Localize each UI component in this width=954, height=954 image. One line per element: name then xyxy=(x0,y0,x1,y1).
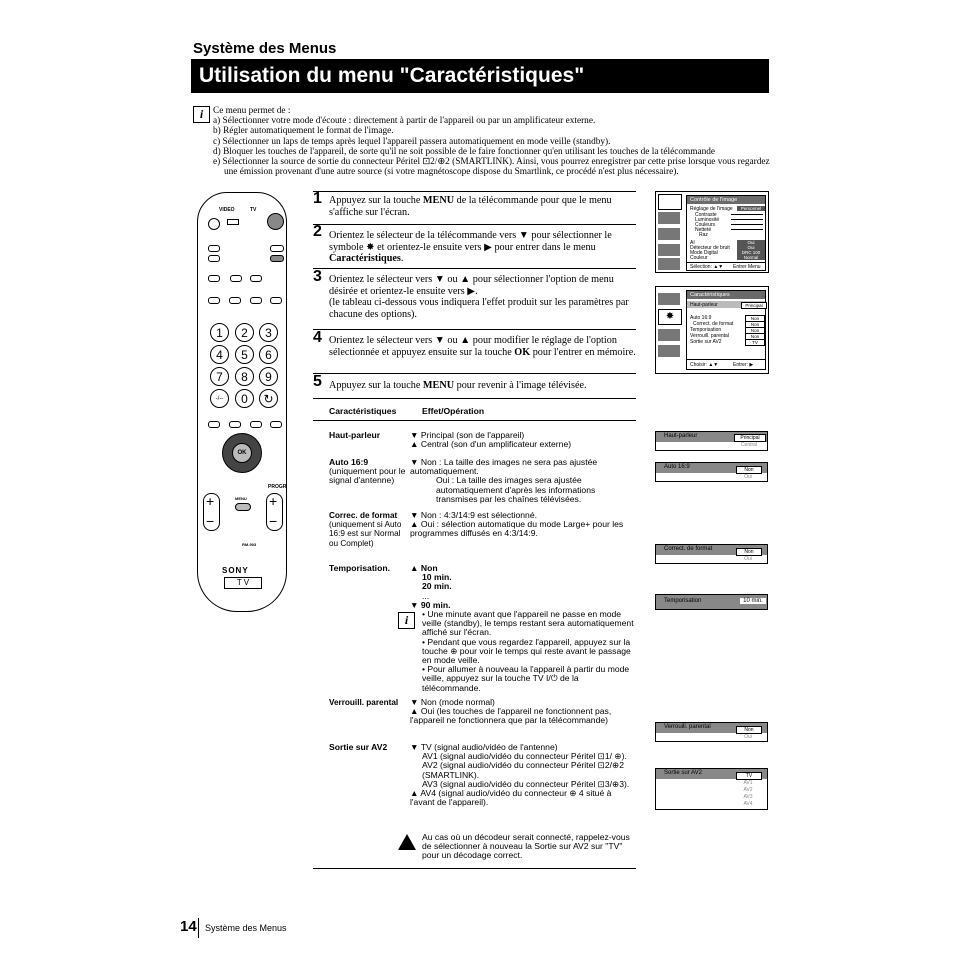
digit-4-button[interactable]: 4 xyxy=(210,345,229,364)
mini-lock-option-1: Non xyxy=(736,726,762,734)
double-digit-button[interactable]: -/-- xyxy=(210,389,229,408)
intro-item-b: b) Régler automatiquement le format de l'image. xyxy=(213,126,394,137)
row-speaker-name: Haut-parleur xyxy=(329,430,381,440)
format-value: Non xyxy=(745,321,765,328)
jump-button[interactable]: ↻ xyxy=(259,389,278,408)
picture-row-digital: Mode Digital xyxy=(690,250,718,256)
remote-video-label: VIDEO xyxy=(219,207,235,213)
picture-mode-value: Personnel xyxy=(737,206,765,211)
picture-row-reset: Raz xyxy=(699,232,708,238)
info-icon: i xyxy=(193,106,210,123)
color-slider xyxy=(731,224,763,225)
menu-icon-setup-2 xyxy=(658,329,680,341)
features-row-auto169: Auto 16:9 xyxy=(690,315,712,321)
mini-av2-option-av2: AV2 xyxy=(743,787,753,793)
step-2-text: Orientez le sélecteur de la télécommande vers ▼ pour sélectionner le symbole ✸ et orientez-le ensuite vers ▶ pour entrer dans le menu Caractéristiques. xyxy=(329,230,612,264)
step-divider-5 xyxy=(313,373,636,374)
timer-option-ellipsis: ... xyxy=(422,590,430,601)
row-av2-name: Sortie sur AV2 xyxy=(329,742,388,752)
av2-option-av4: ▲ AV4 (signal audio/vidéo du connecteur ⊕ 4 situé à l'avant de l'appareil). xyxy=(410,788,612,808)
picture-row-colortone: Couleur xyxy=(690,255,708,261)
av2-option-av3: AV3 (signal audio/vidéo du connecteur Péritel ⊡3/⊕3). xyxy=(422,778,630,789)
menu-label: MENU xyxy=(235,496,247,501)
step-3-text: Orientez le sélecteur vers ▼ ou ▲ pour sélectionner l'option de menu désirée et orientez-le ensuite vers ▶. (le tableau ci-dessous vous indiquera l'effet produit sur les paramètres par chacune des options). xyxy=(329,274,629,320)
table-header-features: Caractéristiques xyxy=(329,406,397,416)
digit-6-button[interactable]: 6 xyxy=(259,345,278,364)
menu-icon-setup xyxy=(658,244,680,256)
menu-icon-features xyxy=(658,228,680,240)
mini-av2-label: Sortie sur AV2 xyxy=(664,770,702,776)
row-auto169-desc xyxy=(410,458,635,504)
row-speaker-desc xyxy=(410,431,635,449)
timer-note-2: • Pendant que vous regardez l'appareil, appuyez sur la touche ⊕ pour voir le temps qui reste avant le passage en mode veille. xyxy=(422,636,631,666)
remote-button-l[interactable] xyxy=(208,421,220,428)
mini-timer-option: 10 min. xyxy=(740,598,766,604)
menu-button[interactable] xyxy=(235,503,251,511)
picture-row-brightness: Luminosité xyxy=(695,217,720,223)
row-format-desc xyxy=(410,511,635,539)
remote-button-j[interactable] xyxy=(250,297,262,304)
step-2-number: 2 xyxy=(313,223,322,240)
mini-screen-lock xyxy=(655,722,768,742)
remote-tv-badge: T V xyxy=(224,577,262,589)
picture-menu-footer-select: Sélection: ▲▼ xyxy=(690,264,724,270)
timer-option-10: 10 min. xyxy=(422,572,452,583)
row-format-name: Correc. de format (uniquement si Auto 16:9 est sur Normal ou Complet) xyxy=(329,511,402,548)
tv-power-button[interactable] xyxy=(267,213,284,230)
section-title: Système des Menus xyxy=(193,40,337,57)
features-menu-divider xyxy=(687,359,765,360)
noise-value: Oui xyxy=(737,245,765,250)
mini-auto169-option-1: Non xyxy=(736,466,762,474)
mini-speaker-option-1: Principal xyxy=(734,434,766,442)
step-divider-3 xyxy=(313,268,636,269)
features-row-av2: Sortie sur AV2 xyxy=(690,339,722,345)
row-timer-desc xyxy=(410,564,635,693)
row-auto169-name: Auto 16:9 (uniquement pour le signal d'antenne) xyxy=(329,457,406,486)
picture-row-ai: AI xyxy=(690,240,695,246)
remote-button-i[interactable] xyxy=(229,297,241,304)
footer-section: Système des Menus xyxy=(205,923,287,933)
av2-value: TV xyxy=(745,339,765,346)
step-1-text: Appuyez sur la touche MENU de la télécommande pour que le menu s'affiche sur l'écran. xyxy=(329,195,612,218)
lock-option-yes: ▲ Oui (les touches de l'appareil ne fonctionnent pas, l'appareil ne fonctionnera que par la télécommande) xyxy=(410,706,612,726)
sharpness-slider xyxy=(731,229,763,230)
mini-speaker-option-2: Central xyxy=(740,442,758,448)
format-option-no: ▼ Non : 4:3/14:9 est sélectionné. xyxy=(410,510,537,520)
program-minus-icon: − xyxy=(269,513,278,529)
intro-block xyxy=(213,106,773,177)
remote-button-e[interactable] xyxy=(208,275,220,282)
brightness-slider xyxy=(731,219,763,220)
mini-av2-option-av3: AV3 xyxy=(743,794,753,800)
mini-av2-option-tv: TV xyxy=(736,772,762,780)
features-row-format: Correct. de format xyxy=(693,321,734,327)
timer-value: Non xyxy=(745,327,765,334)
progr-label: PROGR xyxy=(268,484,287,490)
mini-av2-option-av4: AV4 xyxy=(743,801,753,807)
digit-0-button[interactable]: 0 xyxy=(235,389,254,408)
sony-logo: SONY xyxy=(222,566,249,575)
timer-option-90: ▼ 90 min. xyxy=(410,599,451,610)
remote-button-o[interactable] xyxy=(270,421,282,428)
remote-tv-label: TV xyxy=(250,207,257,213)
features-row-timer: Temporisation xyxy=(690,327,722,333)
mini-screen-av2 xyxy=(655,768,768,810)
remote-button-f[interactable] xyxy=(230,275,242,282)
mini-timer-label: Temporisation xyxy=(664,598,702,604)
speaker-option-main: ▼ Principal (son de l'appareil) xyxy=(410,430,525,440)
picture-menu-panel xyxy=(686,195,766,271)
intro-item-e: e) Sélectionner la source de sortie du connecteur Péritel ⊡2/⊕2 (SMARTLINK). Ainsi, vous pourrez enregistrer par cette prise lorsque vous regardez une émission provenant d'une autre source (si votre magnétoscope dispose du Smartlink, ce procédé n'est plus nécessaire). xyxy=(213,157,770,178)
mini-av2-option-av1: AV1 xyxy=(743,780,753,786)
timer-option-20: 20 min. xyxy=(422,581,452,592)
step-5-number: 5 xyxy=(313,373,322,390)
screen-picture-menu xyxy=(655,191,769,273)
mini-speaker-label: Haut-parleur xyxy=(664,433,698,439)
remote-button-b[interactable] xyxy=(208,255,220,262)
remote-model: RM-903 xyxy=(242,542,257,547)
step-5-text: Appuyez sur la touche MENU pour revenir à l'image télévisée. xyxy=(329,380,587,391)
remote-button-g[interactable] xyxy=(250,275,262,282)
digit-1-button[interactable]: 1 xyxy=(210,323,229,342)
ok-button[interactable]: OK xyxy=(232,443,252,463)
lock-value: Non xyxy=(745,333,765,340)
mini-auto169-option-2: Oui xyxy=(744,474,752,480)
features-row-speaker: Haut-parleur xyxy=(690,302,718,308)
auto169-value: Non xyxy=(745,315,765,322)
timer-option-off: ▲ Non xyxy=(410,563,438,573)
remote-button-a[interactable] xyxy=(208,245,220,252)
remote-button-n[interactable] xyxy=(250,421,262,428)
features-footer-choose: Choisir: ▲▼ xyxy=(690,362,719,368)
menu-icon-preset-2 xyxy=(658,345,680,357)
step-4-text: Orientez le sélecteur vers ▼ ou ▲ pour modifier le réglage de l'option sélectionnée et appuyez ensuite sur la touche OK pour l'entrer en mémoire. xyxy=(329,335,636,358)
volume-minus-icon: − xyxy=(206,513,215,529)
program-plus-icon: + xyxy=(269,493,278,509)
footer-separator xyxy=(198,918,199,938)
table-header-rule xyxy=(313,420,636,421)
av2-option-av1: AV1 (signal audio/vidéo du connecteur Péritel ⊡1/ ⊕). xyxy=(422,751,627,762)
menu-icon-picture-2 xyxy=(658,293,680,305)
row-timer-name: Temporisation. xyxy=(329,563,390,573)
digit-5-button[interactable]: 5 xyxy=(235,345,254,364)
step-divider-4 xyxy=(313,329,636,330)
picture-row-sharpness: Netteté xyxy=(695,227,712,233)
row-lock-name: Verrouill. parental xyxy=(329,698,399,707)
step-4-number: 4 xyxy=(313,329,322,346)
remote-button-h[interactable] xyxy=(208,297,220,304)
mini-format-option-1: Non xyxy=(736,548,762,556)
menu-icon-sound xyxy=(658,212,680,224)
speaker-value: Principal xyxy=(741,302,767,309)
mini-format-option-2: Oui xyxy=(744,556,752,562)
intro-item-c: c) Sélectionner un laps de temps après lequel l'appareil passera automatiquement en mode veille (standby). xyxy=(213,136,611,147)
picture-row-mode: Réglage de l'image xyxy=(690,206,733,212)
digital-value: DRC 100 xyxy=(737,250,765,255)
mini-screen-timer xyxy=(655,594,768,610)
digit-7-button[interactable]: 7 xyxy=(210,367,229,386)
av2-option-tv: ▼ TV (signal audio/vidéo de l'antenne) xyxy=(410,742,558,752)
step-divider-6 xyxy=(313,398,636,399)
screen-features-menu xyxy=(655,286,769,374)
step-3-number: 3 xyxy=(313,268,322,285)
mute-button[interactable] xyxy=(208,218,220,230)
mini-lock-option-2: Oui xyxy=(744,734,752,740)
mini-auto169-label: Auto 16:9 xyxy=(664,464,690,470)
info-icon-timer: i xyxy=(398,612,415,629)
remote-control xyxy=(197,192,287,612)
warning-text: Au cas où un décodeur serait connecté, rappelez-vous de sélectionner à nouveau la Sortie sur AV2 sur "TV" pour un décodage correct. xyxy=(422,832,630,861)
mini-lock-label: Verrouill. parental xyxy=(664,724,711,730)
intro-item-a: a) Sélectionner votre mode d'écoute : directement à partir de l'appareil ou par un amplificateur externe. xyxy=(213,116,596,127)
picture-menu-footer-enter: Entrer Menu xyxy=(733,264,761,270)
table-header-effect: Effet/Opération xyxy=(422,406,485,416)
video-power-button[interactable] xyxy=(227,219,239,225)
page-number: 14 xyxy=(180,918,197,935)
remote-button-k[interactable] xyxy=(270,297,282,304)
features-menu-title: Caractéristiques xyxy=(687,291,765,299)
features-icon: ✸ xyxy=(658,309,682,325)
picture-row-noise: Détecteur de bruit xyxy=(690,245,730,251)
digit-2-button[interactable]: 2 xyxy=(235,323,254,342)
mini-screen-auto169 xyxy=(655,462,768,482)
picture-row-color: Couleurs xyxy=(695,222,716,228)
colortone-value: Normal xyxy=(737,255,765,260)
digit-3-button[interactable]: 3 xyxy=(259,323,278,342)
features-row-lock: Verrouill. parental xyxy=(690,333,729,339)
step-divider-2 xyxy=(313,224,636,225)
table-bottom-rule xyxy=(313,868,636,869)
contrast-slider xyxy=(731,214,763,215)
row-lock-desc xyxy=(410,698,635,726)
speaker-option-central: ▲ Central (son d'un amplificateur externe) xyxy=(410,439,572,450)
mini-screen-format xyxy=(655,544,768,564)
av2-option-av2: AV2 (signal audio/vidéo du connecteur Péritel ⊡2/⊕2 (SMARTLINK). xyxy=(422,760,624,780)
warning-icon xyxy=(398,834,416,850)
volume-plus-icon: + xyxy=(206,493,215,509)
format-option-yes: ▲ Oui : sélection automatique du mode Large+ pour les programmes diffusés en 4:3/14:9. xyxy=(410,519,624,539)
remote-button-m[interactable] xyxy=(229,421,241,428)
auto169-option-yes: Oui : La taille des images sera ajustée automatiquement d'après les informations transmises par les chaînes télévisées. xyxy=(436,475,596,504)
features-footer-enter: Entrer: ▶ xyxy=(733,362,754,368)
step-divider-1 xyxy=(313,191,636,192)
timer-note-1: • Une minute avant que l'appareil ne passe en mode veille (standby), le temps restant sera automatiquement affiché sur l'écran. xyxy=(422,609,634,638)
digit-8-button[interactable]: 8 xyxy=(235,367,254,386)
intro-item-d: d) Bloquer les touches de l'appareil, de sorte qu'il ne soit possible de le faire fonctionner qu'en utilisant les touches de la télécommande xyxy=(213,146,715,157)
remote-button-d[interactable] xyxy=(270,255,284,262)
mini-screen-speaker xyxy=(655,431,768,451)
picture-menu-title: Contrôle de l'image xyxy=(687,196,765,204)
picture-menu-divider xyxy=(687,262,765,263)
digit-9-button[interactable]: 9 xyxy=(259,367,278,386)
remote-button-c[interactable] xyxy=(270,245,284,252)
row-av2-desc xyxy=(410,743,636,807)
picture-row-contrast: Contraste xyxy=(695,212,717,218)
lock-option-no: ▼ Non (mode normal) xyxy=(410,697,495,707)
intro-lead: Ce menu permet de : xyxy=(213,106,291,116)
auto169-option-no: ▼ Non : La taille des images ne sera pas ajustée automatiquement. xyxy=(410,457,598,477)
page-title: Utilisation du menu "Caractéristiques" xyxy=(191,59,769,93)
step-1-number: 1 xyxy=(313,190,322,207)
picture-icon xyxy=(658,194,682,210)
ai-value: Oui xyxy=(737,240,765,245)
menu-icon-preset xyxy=(658,258,680,270)
mini-format-label: Correct. de format xyxy=(664,546,713,552)
timer-note-3: • Pour allumer à nouveau la l'appareil à partir du mode veille, appuyez sur la touche TV I/⏻ de la télécommande. xyxy=(422,664,630,693)
features-menu-panel xyxy=(686,290,766,370)
